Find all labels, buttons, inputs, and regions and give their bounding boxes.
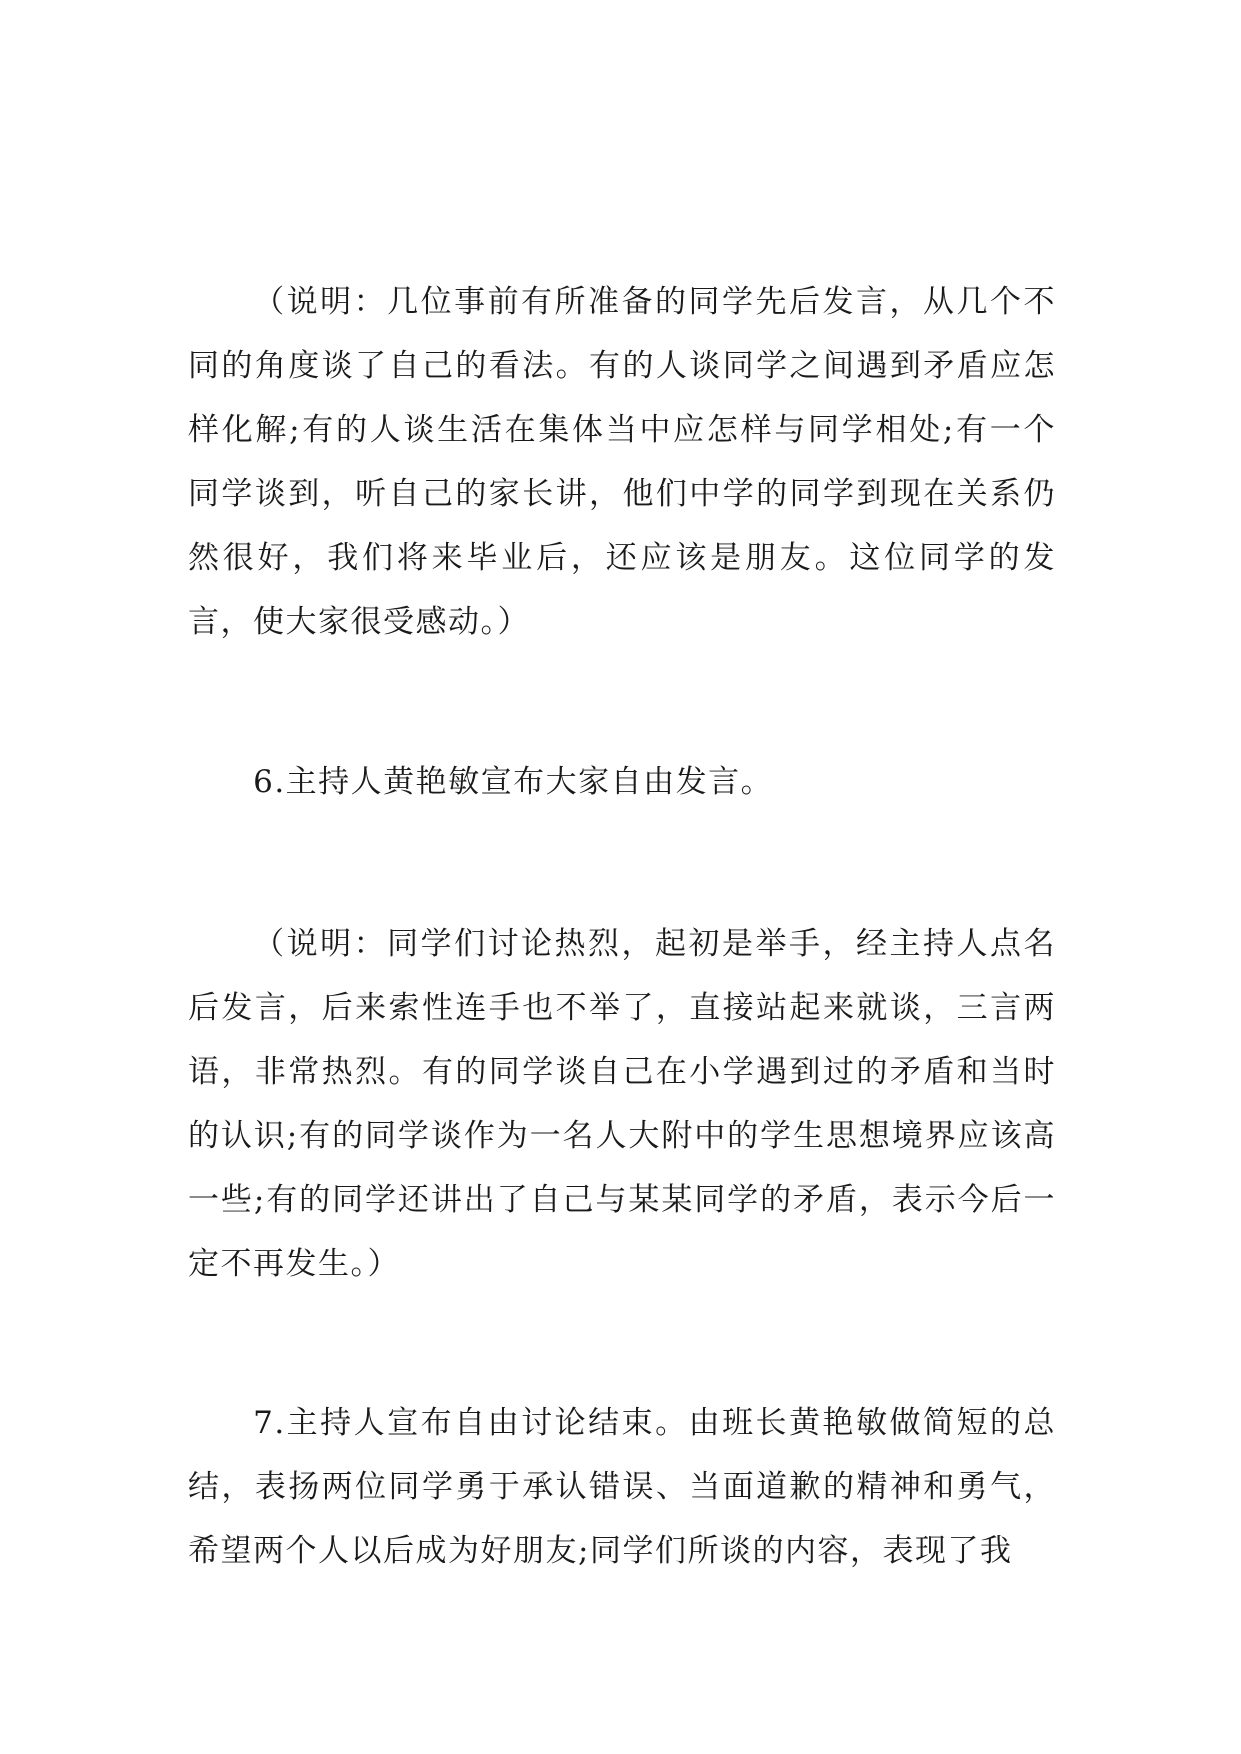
item-paragraph-free-discussion: 6.主持人黄艳敏宣布大家自由发言。	[253, 764, 774, 800]
item-paragraph-summary: 7.主持人宣布自由讨论结束。由班长黄艳敏做简短的总结，表扬两位同学勇于承认错误、当面道歉的精神和勇气，希望两个人以后成为好朋友;同学们所谈的内容，表现了我	[188, 1405, 1056, 1569]
note-paragraph-discussion: （说明：同学们讨论热烈，起初是举手，经主持人点名后发言，后来索性连手也不举了，直接站起来就谈，三言两语，非常热烈。有的同学谈自己在小学遇到过的矛盾和当时的认识;有的同学谈作为一名人大附中的学生思想境界应该高一些;有的同学还讲出了自己与某某同学的矛盾，表示今后一定不再发生。）	[188, 926, 1056, 1282]
note-paragraph-speeches: （说明：几位事前有所准备的同学先后发言，从几个不同的角度谈了自己的看法。有的人谈同学之间遇到矛盾应怎样化解;有的人谈生活在集体当中应怎样与同学相处;有一个同学谈到，听自己的家长讲，他们中学的同学到现在关系仍然很好，我们将来毕业后，还应该是朋友。这位同学的发言，使大家很受感动。）	[188, 284, 1056, 640]
